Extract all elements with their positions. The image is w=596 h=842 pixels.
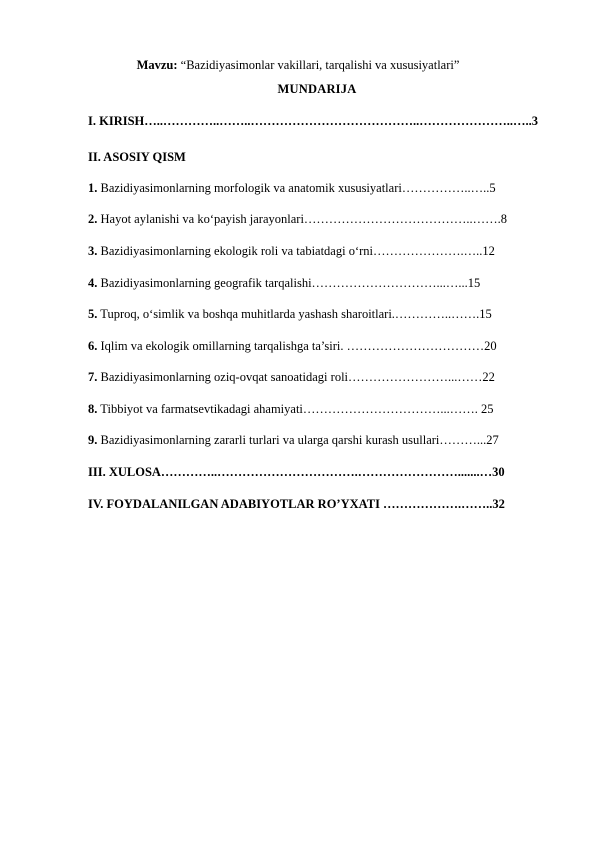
- toc-heading: MUNDARIJA: [277, 82, 357, 96]
- topic-label: Mavzu:: [136, 58, 178, 72]
- toc-entry-xulosa: III. XULOSA…………..…………………………….…………………….......…30: [88, 465, 505, 479]
- toc-entry-7: 7. Bazidiyasimonlarning oziq-ovqat sanoatidagi roli……………………...……22: [88, 370, 495, 384]
- toc-entry-3: 3. Bazidiyasimonlarning ekologik roli va tabiatdagi o‘rni………………….…..12: [88, 244, 495, 258]
- toc-entry-2: 2. Hayot aylanishi va ko‘payish jarayonlari…………………………………..…….8: [88, 212, 508, 226]
- toc-entry-asosiy-qism: II. ASOSIY QISM: [88, 150, 186, 164]
- toc-entry-9: 9. Bazidiyasimonlarning zararli turlari va ularga qarshi kurash usullari………...27: [88, 433, 499, 447]
- toc-entry-adabiyotlar: IV. FOYDALANILGAN ADABIYOTLAR RO’YXATI ……………….……..32: [88, 497, 505, 511]
- toc-entry-kirish: I. KIRISH…..…………..……..…………………………………..…………………..…..3: [88, 114, 539, 128]
- toc-entry-5: 5. Tuproq, o‘simlik va boshqa muhitlarda yashash sharoitlari.…………..…….15: [88, 307, 492, 321]
- toc-entry-4: 4. Bazidiyasimonlarning geografik tarqalishi…………………………...…...15: [88, 276, 481, 290]
- toc-entry-1: 1. Bazidiyasimonlarning morfologik va anatomik xususiyatlari……………..…..5: [88, 181, 496, 195]
- toc-entry-6: 6. Iqlim va ekologik omillarning tarqalishga ta’siri. ……………………………20: [88, 339, 497, 353]
- toc-entry-8: 8. Tibbiyot va farmatsevtikadagi ahamiyati……………………………...……. 25: [88, 402, 494, 416]
- topic-text: “Bazidiyasimonlar vakillari, tarqalishi va xususiyatlari”: [177, 58, 460, 72]
- topic-line: [0, 58, 596, 73]
